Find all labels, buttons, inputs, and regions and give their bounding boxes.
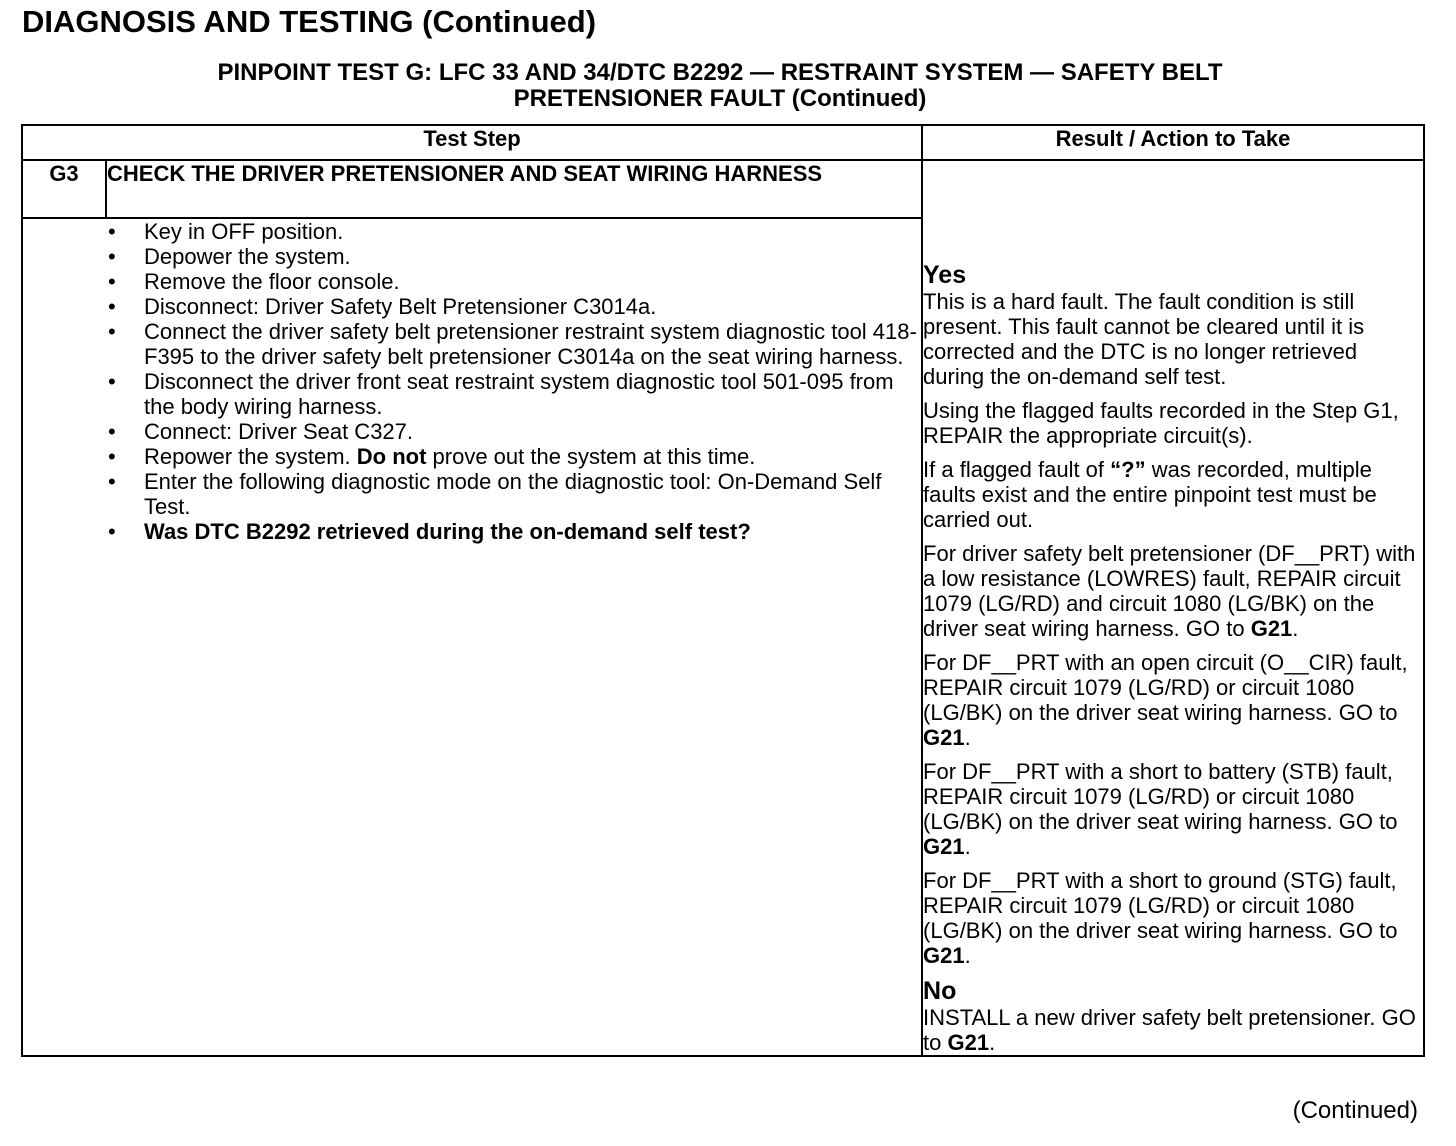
instruction-text: Disconnect the driver front seat restraint system diagnostic tool 501-095 from the body wiring harness.: [144, 369, 894, 419]
pinpoint-test-table: [21, 124, 1425, 1057]
instruction-item: [106, 444, 921, 469]
yes-paragraph-text-end: .: [1292, 616, 1299, 641]
yes-paragraph-text: For DF__PRT with an open circuit (O__CIR) fault, REPAIR circuit 1079 (LG/RD) or circuit 1080 (LG/BK) on the driver seat wiring harness. GO to: [923, 650, 1408, 725]
yes-paragraph-text-end: was recorded, multiple faults exist and the entire pinpoint test must be carried out.: [923, 457, 1377, 532]
yes-paragraph-text: For DF__PRT with a short to battery (STB) fault, REPAIR circuit 1079 (LG/RD) or circuit 1080 (LG/BK) on the driver seat wiring harness. GO to: [923, 759, 1398, 834]
instruction-item: [106, 244, 921, 269]
pinpoint-test-title-line1: PINPOINT TEST G: LFC 33 AND 34/DTC B2292 — RESTRAINT SYSTEM — SAFETY BELT: [217, 59, 1223, 86]
header-result-action: Result / Action to Take: [922, 125, 1424, 160]
yes-paragraph: [923, 457, 1423, 532]
result-cell: [922, 160, 1424, 1056]
instruction-item: [106, 294, 921, 319]
yes-paragraph: [923, 398, 1423, 448]
step-id: G3: [22, 160, 106, 218]
pinpoint-test-title: [0, 60, 1440, 112]
yes-paragraph: [923, 289, 1423, 389]
yes-paragraph: [923, 759, 1423, 859]
step-title: CHECK THE DRIVER PRETENSIONER AND SEAT WIRING HARNESS: [106, 160, 922, 218]
yes-paragraph-text: For DF__PRT with a short to ground (STG) fault, REPAIR circuit 1079 (LG/RD) or circuit 1080 (LG/BK) on the driver seat wiring harness. GO to: [923, 868, 1398, 943]
yes-paragraph: [923, 541, 1423, 641]
instruction-text: Remove the floor console.: [144, 269, 400, 294]
no-label: No: [923, 977, 957, 1005]
instruction-text: Connect: Driver Seat C327.: [144, 419, 414, 444]
yes-paragraph-text: Using the flagged faults recorded in the Step G1, REPAIR the appropriate circuit(s).: [923, 398, 1399, 448]
yes-paragraph-text: For driver safety belt pretensioner (DF__PRT) with a low resistance (LOWRES) fault, REPAIR circuit 1079 (LG/RD) and circuit 1080 (LG/BK) on the driver seat wiring harness. GO to: [923, 541, 1416, 641]
instruction-text: Connect the driver safety belt pretensioner restraint system diagnostic tool 418-F395 to the driver safety belt pretensioner C3014a on the seat wiring harness.: [144, 319, 917, 369]
yes-paragraph-text: If a flagged fault of: [923, 457, 1111, 482]
no-paragraph: [923, 1005, 1423, 1055]
no-paragraph-text: INSTALL a new driver safety belt pretensioner. GO to: [923, 1005, 1416, 1055]
yes-paragraph: [923, 868, 1423, 968]
yes-paragraph: [923, 650, 1423, 750]
instruction-item: [106, 419, 921, 444]
yes-paragraphs: [923, 289, 1423, 968]
instruction-item: [106, 469, 921, 519]
yes-paragraph-text-end: .: [964, 725, 971, 750]
yes-paragraph-bold-text: G21: [923, 725, 965, 750]
yes-paragraph-text-end: .: [964, 943, 971, 968]
yes-paragraph-bold-text: G21: [923, 943, 965, 968]
header-test-step: Test Step: [22, 125, 922, 160]
page-title: DIAGNOSIS AND TESTING (Continued): [22, 4, 597, 39]
continued-label: (Continued): [1292, 1097, 1418, 1124]
yes-paragraph-bold-text: “?”: [1110, 457, 1146, 482]
step-body-spacer: [22, 218, 106, 1056]
instruction-text: Key in OFF position.: [144, 219, 344, 244]
yes-paragraph-text: This is a hard fault. The fault condition is still present. This fault cannot be cleared until it is corrected and the DTC is no longer retrieved during the on-demand self test.: [923, 289, 1365, 389]
instruction-item: [106, 519, 921, 544]
instruction-item: [106, 369, 921, 419]
pinpoint-test-title-line2: PRETENSIONER FAULT (Continued): [513, 85, 927, 112]
instruction-text-end: prove out the system at this time.: [426, 444, 756, 469]
yes-paragraph-bold-text: G21: [923, 834, 965, 859]
instruction-list: [106, 219, 921, 544]
instruction-text: Enter the following diagnostic mode on the diagnostic tool: On-Demand Self Test.: [144, 469, 882, 519]
instruction-text: Repower the system.: [144, 444, 357, 469]
step-instructions-cell: [106, 218, 922, 1056]
instruction-text: Disconnect: Driver Safety Belt Pretensioner C3014a.: [144, 294, 657, 319]
instruction-bold-text: Was DTC B2292 retrieved during the on-demand self test?: [144, 519, 751, 544]
instruction-item: [106, 269, 921, 294]
no-paragraph-bold-text: G21: [947, 1030, 990, 1055]
instruction-bold-text: Do not: [356, 444, 427, 469]
instruction-item: [106, 219, 921, 244]
yes-paragraph-bold-text: G21: [1250, 616, 1293, 641]
no-paragraph-text-end: .: [989, 1030, 996, 1055]
instruction-item: [106, 319, 921, 369]
yes-paragraph-text-end: .: [964, 834, 971, 859]
yes-label: Yes: [923, 261, 967, 289]
instruction-text: Depower the system.: [144, 244, 351, 269]
